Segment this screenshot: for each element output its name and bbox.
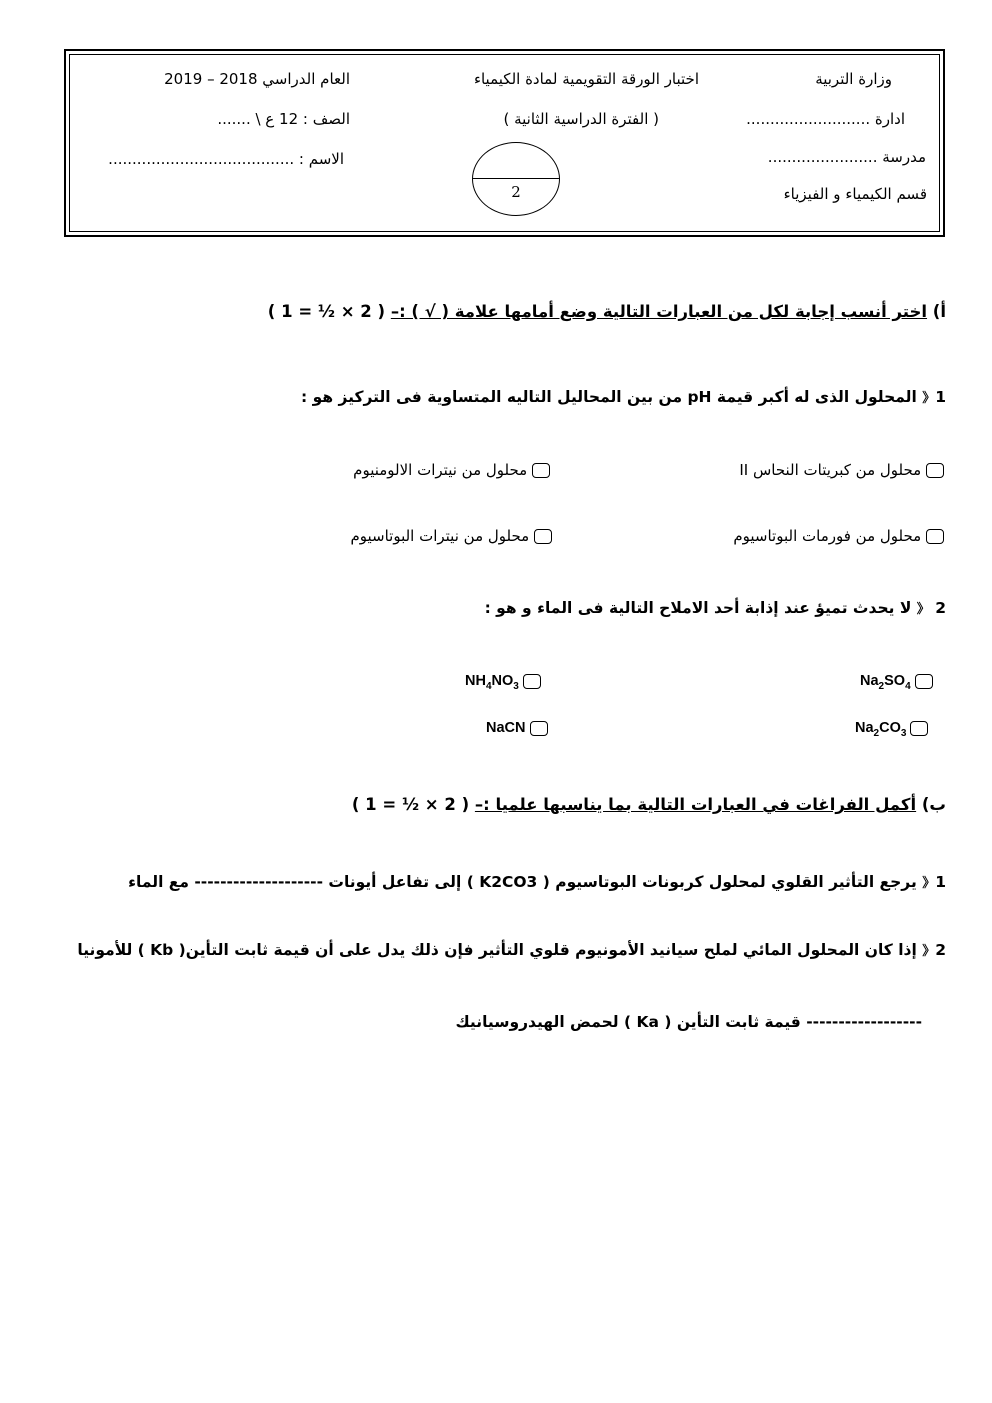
option-a1-2[interactable]	[353, 461, 550, 479]
option-a1-4-label: محلول من نيترات البوتاسيوم	[350, 527, 530, 545]
department-label: قسم الكيمياء و الفيزياء	[783, 185, 927, 203]
double-chevron-left-icon: 《	[922, 391, 936, 406]
question-b2-text-line1: إذا كان المحلول المائي لملح سيانيد الأمونيوم قلوي التأثير فإن ذلك يدل على أن قيمة ثابت التأين( Kb ) للأمونيا	[77, 941, 917, 959]
question-b1	[128, 872, 946, 891]
question-a1-text: المحلول الذى له أكبر قيمة pH من بين المحاليل التاليه المتساوية فى التركيز هو :	[301, 388, 917, 406]
question-a2	[485, 598, 946, 617]
grade-field: الصف : 12 ع \ .......	[217, 110, 350, 128]
option-a1-1[interactable]	[739, 461, 944, 479]
section-b-prefix: ب)	[921, 795, 946, 814]
checkbox[interactable]	[910, 721, 928, 736]
paper-number: 2	[511, 183, 521, 201]
student-name-field: الاسم : .......................................	[108, 150, 344, 168]
section-b-heading	[352, 795, 946, 814]
option-a2-2[interactable]	[465, 673, 541, 692]
option-a1-1-label: محلول من كبريتات النحاس II	[739, 461, 922, 479]
option-a1-3[interactable]	[733, 527, 944, 545]
checkbox[interactable]	[926, 529, 944, 544]
school-field: مدرسة .......................	[767, 148, 926, 166]
double-chevron-left-icon: 《	[916, 602, 930, 617]
checkbox[interactable]	[532, 463, 550, 478]
checkbox[interactable]	[523, 674, 541, 689]
section-a-heading	[268, 302, 946, 321]
section-a-marks: ( 2 × ½ = 1 )	[267, 302, 386, 321]
section-a-title: اختر أنسب إجابة لكل من العبارات التالية وضع أمامها علامة ( √ ) :–	[390, 302, 928, 321]
academic-year: العام الدراسي 2018 – 2019	[164, 70, 350, 88]
question-b2-line1	[77, 940, 946, 959]
administration-field: ادارة ..........................	[746, 110, 905, 128]
option-a2-1-label: $Na_2SO_4$	[860, 673, 911, 692]
oval-divider	[473, 178, 559, 179]
option-a2-3[interactable]	[855, 720, 928, 739]
double-chevron-left-icon: 《	[922, 944, 936, 959]
question-a2-number: 2	[935, 599, 946, 617]
question-b2-number: 2	[935, 941, 946, 959]
option-a2-4[interactable]	[486, 720, 548, 736]
exam-title: اختبار الورقة التقويمية لمادة الكيمياء	[473, 70, 699, 88]
ministry-label: وزارة التربية	[815, 70, 892, 88]
question-b2-line2: ------------------ قيمة ثابت التأين ( Ka ) لحمض الهيدروسيانيك	[455, 1013, 922, 1031]
checkbox[interactable]	[915, 674, 933, 689]
question-a1	[301, 387, 946, 406]
section-b-marks: ( 2 × ½ = 1 )	[351, 795, 470, 814]
question-b1-text: يرجع التأثير القلوي لمحلول كربونات البوتاسيوم ( K2CO3 ) إلى تفاعل أيونات -------------------- مع الماء	[128, 873, 917, 891]
checkbox[interactable]	[534, 529, 552, 544]
option-a1-3-label: محلول من فورمات البوتاسيوم	[733, 527, 922, 545]
grade-oval	[472, 142, 560, 216]
question-a1-number: 1	[935, 388, 946, 406]
option-a1-2-label: محلول من نيترات الالومنيوم	[353, 461, 528, 479]
option-a2-2-label: $NH_4NO_3$	[465, 673, 519, 692]
section-a-prefix: أ)	[932, 302, 946, 321]
question-a2-text: لا يحدث تميؤ عند إذابة أحد الاملاح التالية فى الماء و هو :	[484, 599, 912, 617]
double-chevron-left-icon: 《	[922, 876, 936, 891]
exam-period: ( الفترة الدراسية الثانية )	[503, 110, 659, 128]
option-a2-4-label: NaCN	[486, 720, 526, 736]
option-a2-3-label: $Na_2CO_3$	[855, 720, 907, 739]
option-a1-4[interactable]	[350, 527, 552, 545]
section-b-title: أكمل الفراغات في العبارات التالية بما يناسبها علميا :–	[474, 795, 917, 814]
checkbox[interactable]	[530, 721, 548, 736]
question-b1-number: 1	[935, 873, 946, 891]
option-a2-1[interactable]	[860, 673, 933, 692]
checkbox[interactable]	[926, 463, 944, 478]
